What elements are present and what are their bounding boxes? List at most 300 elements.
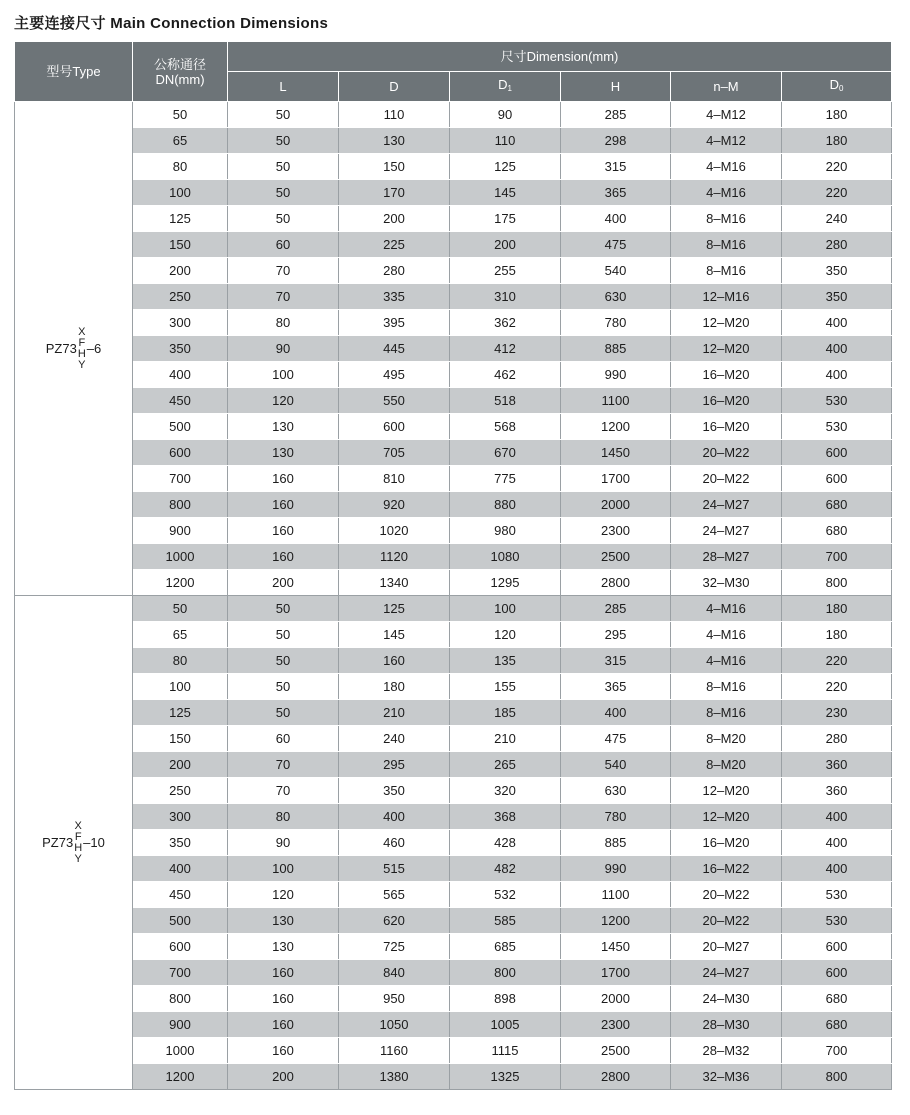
cell-dn: 900 — [133, 518, 228, 544]
cell-l: 80 — [228, 804, 339, 830]
cell-h: 885 — [561, 336, 671, 362]
table-row — [15, 960, 892, 986]
cell-h: 315 — [561, 154, 671, 180]
cell-dn: 800 — [133, 492, 228, 518]
cell-l: 50 — [228, 154, 339, 180]
cell-h: 1100 — [561, 388, 671, 414]
cell-n-m: 4–M16 — [671, 596, 782, 622]
cell-dn: 700 — [133, 960, 228, 986]
table-row — [15, 362, 892, 388]
cell-l: 70 — [228, 752, 339, 778]
table-row — [15, 726, 892, 752]
cell-h: 2300 — [561, 1012, 671, 1038]
cell-n-m: 24–M27 — [671, 518, 782, 544]
cell-h: 1200 — [561, 908, 671, 934]
cell-l: 200 — [228, 1064, 339, 1090]
cell-d0: 600 — [782, 466, 892, 492]
cell-l: 160 — [228, 1012, 339, 1038]
type-cell — [15, 102, 133, 596]
cell-d1: 175 — [450, 206, 561, 232]
cell-h: 285 — [561, 102, 671, 128]
cell-dn: 350 — [133, 830, 228, 856]
cell-d1: 255 — [450, 258, 561, 284]
type-letter: Y — [74, 852, 82, 865]
cell-dn: 125 — [133, 206, 228, 232]
cell-n-m: 12–M20 — [671, 310, 782, 336]
table-row — [15, 596, 892, 622]
cell-n-m: 4–M12 — [671, 102, 782, 128]
cell-h: 2000 — [561, 986, 671, 1012]
header-col-d1-sub: 1 — [507, 84, 512, 93]
cell-d: 240 — [339, 726, 450, 752]
cell-d: 335 — [339, 284, 450, 310]
cell-n-m: 8–M20 — [671, 752, 782, 778]
cell-dn: 1000 — [133, 544, 228, 570]
cell-l: 60 — [228, 726, 339, 752]
cell-h: 365 — [561, 674, 671, 700]
table-row — [15, 778, 892, 804]
cell-l: 130 — [228, 440, 339, 466]
cell-n-m: 28–M30 — [671, 1012, 782, 1038]
cell-dn: 250 — [133, 284, 228, 310]
cell-l: 200 — [228, 570, 339, 596]
type-cell — [15, 596, 133, 1090]
cell-d: 445 — [339, 336, 450, 362]
cell-l: 50 — [228, 206, 339, 232]
cell-n-m: 32–M30 — [671, 570, 782, 596]
cell-d0: 530 — [782, 882, 892, 908]
table-row — [15, 258, 892, 284]
cell-d: 920 — [339, 492, 450, 518]
cell-l: 50 — [228, 700, 339, 726]
cell-h: 1700 — [561, 466, 671, 492]
cell-d1: 155 — [450, 674, 561, 700]
cell-dn: 100 — [133, 180, 228, 206]
cell-d1: 462 — [450, 362, 561, 388]
header-col-l: L — [228, 72, 339, 102]
table-row — [15, 284, 892, 310]
cell-d0: 530 — [782, 388, 892, 414]
cell-d: 495 — [339, 362, 450, 388]
cell-n-m: 4–M16 — [671, 648, 782, 674]
table-row — [15, 518, 892, 544]
cell-d1: 1005 — [450, 1012, 561, 1038]
cell-l: 160 — [228, 544, 339, 570]
cell-n-m: 28–M32 — [671, 1038, 782, 1064]
cell-l: 50 — [228, 102, 339, 128]
cell-d0: 350 — [782, 284, 892, 310]
cell-dn: 150 — [133, 726, 228, 752]
cell-h: 630 — [561, 284, 671, 310]
cell-d1: 145 — [450, 180, 561, 206]
cell-d: 1340 — [339, 570, 450, 596]
cell-d: 350 — [339, 778, 450, 804]
table-row — [15, 232, 892, 258]
cell-d: 110 — [339, 102, 450, 128]
header-dn-line1: 公称通径 — [153, 56, 206, 72]
cell-dn: 1200 — [133, 570, 228, 596]
table-row — [15, 856, 892, 882]
table-row — [15, 648, 892, 674]
cell-dn: 100 — [133, 674, 228, 700]
cell-h: 1450 — [561, 934, 671, 960]
cell-dn: 400 — [133, 856, 228, 882]
cell-d0: 280 — [782, 726, 892, 752]
cell-d: 705 — [339, 440, 450, 466]
cell-n-m: 20–M27 — [671, 934, 782, 960]
cell-l: 70 — [228, 778, 339, 804]
cell-d0: 230 — [782, 700, 892, 726]
cell-n-m: 12–M20 — [671, 336, 782, 362]
table-row — [15, 310, 892, 336]
cell-dn: 350 — [133, 336, 228, 362]
cell-d0: 680 — [782, 1012, 892, 1038]
cell-d0: 180 — [782, 596, 892, 622]
table-row — [15, 466, 892, 492]
header-col-d0-base: D — [829, 77, 839, 92]
table-row — [15, 622, 892, 648]
table-row — [15, 128, 892, 154]
cell-n-m: 8–M16 — [671, 206, 782, 232]
cell-l: 50 — [228, 622, 339, 648]
cell-n-m: 16–M20 — [671, 388, 782, 414]
cell-d: 210 — [339, 700, 450, 726]
cell-d1: 880 — [450, 492, 561, 518]
cell-h: 2500 — [561, 544, 671, 570]
cell-d: 150 — [339, 154, 450, 180]
cell-l: 130 — [228, 934, 339, 960]
cell-n-m: 12–M20 — [671, 778, 782, 804]
table-row — [15, 830, 892, 856]
cell-n-m: 12–M16 — [671, 284, 782, 310]
cell-dn: 250 — [133, 778, 228, 804]
cell-d: 170 — [339, 180, 450, 206]
cell-d1: 110 — [450, 128, 561, 154]
cell-d: 810 — [339, 466, 450, 492]
cell-n-m: 12–M20 — [671, 804, 782, 830]
cell-d: 725 — [339, 934, 450, 960]
cell-d: 620 — [339, 908, 450, 934]
cell-h: 298 — [561, 128, 671, 154]
cell-n-m: 8–M16 — [671, 232, 782, 258]
cell-l: 160 — [228, 492, 339, 518]
cell-dn: 50 — [133, 596, 228, 622]
cell-d: 200 — [339, 206, 450, 232]
cell-h: 2500 — [561, 1038, 671, 1064]
cell-l: 60 — [228, 232, 339, 258]
cell-d1: 980 — [450, 518, 561, 544]
cell-d1: 125 — [450, 154, 561, 180]
cell-d: 1160 — [339, 1038, 450, 1064]
cell-l: 50 — [228, 648, 339, 674]
cell-n-m: 16–M20 — [671, 362, 782, 388]
cell-n-m: 20–M22 — [671, 908, 782, 934]
cell-h: 2000 — [561, 492, 671, 518]
cell-n-m: 8–M16 — [671, 674, 782, 700]
cell-l: 70 — [228, 258, 339, 284]
cell-d0: 400 — [782, 856, 892, 882]
table-row — [15, 414, 892, 440]
cell-dn: 700 — [133, 466, 228, 492]
cell-d0: 280 — [782, 232, 892, 258]
table-row — [15, 206, 892, 232]
table-row — [15, 674, 892, 700]
cell-dn: 125 — [133, 700, 228, 726]
cell-h: 780 — [561, 310, 671, 336]
cell-d0: 600 — [782, 960, 892, 986]
cell-n-m: 24–M27 — [671, 960, 782, 986]
cell-dn: 450 — [133, 388, 228, 414]
cell-d0: 180 — [782, 622, 892, 648]
cell-d0: 700 — [782, 1038, 892, 1064]
cell-d0: 360 — [782, 778, 892, 804]
type-suffix: –10 — [83, 835, 105, 850]
cell-d: 1050 — [339, 1012, 450, 1038]
cell-n-m: 8–M16 — [671, 258, 782, 284]
cell-h: 885 — [561, 830, 671, 856]
cell-n-m: 28–M27 — [671, 544, 782, 570]
table-row — [15, 336, 892, 362]
cell-d1: 1295 — [450, 570, 561, 596]
cell-l: 120 — [228, 882, 339, 908]
table-row — [15, 492, 892, 518]
cell-n-m: 16–M20 — [671, 414, 782, 440]
cell-d0: 530 — [782, 414, 892, 440]
cell-h: 1450 — [561, 440, 671, 466]
cell-h: 630 — [561, 778, 671, 804]
cell-l: 130 — [228, 414, 339, 440]
header-col-d1 — [450, 72, 561, 102]
cell-l: 120 — [228, 388, 339, 414]
header-col-h: H — [561, 72, 671, 102]
table-row — [15, 700, 892, 726]
cell-d0: 680 — [782, 986, 892, 1012]
cell-d1: 368 — [450, 804, 561, 830]
cell-d: 130 — [339, 128, 450, 154]
cell-d0: 400 — [782, 362, 892, 388]
cell-d: 1020 — [339, 518, 450, 544]
table-row — [15, 934, 892, 960]
cell-d: 395 — [339, 310, 450, 336]
table-row — [15, 388, 892, 414]
cell-n-m: 20–M22 — [671, 440, 782, 466]
cell-h: 315 — [561, 648, 671, 674]
cell-l: 160 — [228, 518, 339, 544]
type-label — [42, 821, 105, 865]
cell-d1: 482 — [450, 856, 561, 882]
cell-h: 780 — [561, 804, 671, 830]
cell-d: 295 — [339, 752, 450, 778]
cell-dn: 300 — [133, 804, 228, 830]
cell-d: 515 — [339, 856, 450, 882]
cell-d0: 680 — [782, 492, 892, 518]
cell-d: 460 — [339, 830, 450, 856]
table-row — [15, 1038, 892, 1064]
header-dn — [133, 42, 228, 102]
cell-dn: 1200 — [133, 1064, 228, 1090]
cell-h: 540 — [561, 258, 671, 284]
table-row — [15, 1064, 892, 1090]
cell-d0: 220 — [782, 674, 892, 700]
type-prefix: PZ73 — [45, 341, 77, 356]
cell-n-m: 4–M12 — [671, 128, 782, 154]
cell-l: 160 — [228, 986, 339, 1012]
header-col-d0-sub: 0 — [838, 84, 844, 93]
cell-d1: 310 — [450, 284, 561, 310]
cell-dn: 300 — [133, 310, 228, 336]
cell-dn: 500 — [133, 414, 228, 440]
cell-d1: 1080 — [450, 544, 561, 570]
cell-h: 990 — [561, 856, 671, 882]
cell-d0: 400 — [782, 804, 892, 830]
table-body — [15, 102, 892, 1090]
cell-d1: 320 — [450, 778, 561, 804]
cell-dn: 65 — [133, 622, 228, 648]
cell-n-m: 16–M20 — [671, 830, 782, 856]
cell-d1: 265 — [450, 752, 561, 778]
type-suffix: –6 — [86, 341, 102, 356]
cell-n-m: 24–M30 — [671, 986, 782, 1012]
cell-d: 1380 — [339, 1064, 450, 1090]
type-label — [46, 327, 102, 371]
dimensions-table — [14, 41, 892, 1090]
cell-d0: 360 — [782, 752, 892, 778]
cell-d: 400 — [339, 804, 450, 830]
table-row — [15, 986, 892, 1012]
cell-h: 2300 — [561, 518, 671, 544]
cell-d0: 180 — [782, 128, 892, 154]
cell-l: 160 — [228, 466, 339, 492]
header-type: 型号Type — [15, 42, 133, 102]
cell-d0: 400 — [782, 310, 892, 336]
cell-d1: 120 — [450, 622, 561, 648]
header-col-d1-base: D — [498, 77, 508, 92]
cell-l: 90 — [228, 830, 339, 856]
header-dn-line2: DN(mm) — [155, 71, 205, 87]
cell-h: 365 — [561, 180, 671, 206]
type-prefix: PZ73 — [42, 835, 74, 850]
type-letter: H — [77, 347, 86, 360]
header-col-d: D — [339, 72, 450, 102]
cell-d0: 220 — [782, 648, 892, 674]
cell-d1: 135 — [450, 648, 561, 674]
cell-d1: 585 — [450, 908, 561, 934]
cell-h: 540 — [561, 752, 671, 778]
cell-dn: 600 — [133, 934, 228, 960]
cell-d1: 100 — [450, 596, 561, 622]
table-row — [15, 570, 892, 596]
cell-dn: 500 — [133, 908, 228, 934]
cell-d0: 800 — [782, 570, 892, 596]
cell-h: 475 — [561, 232, 671, 258]
cell-dn: 80 — [133, 154, 228, 180]
cell-d1: 90 — [450, 102, 561, 128]
cell-d: 180 — [339, 674, 450, 700]
cell-h: 400 — [561, 700, 671, 726]
cell-dn: 200 — [133, 258, 228, 284]
table-row — [15, 544, 892, 570]
header-dimension: 尺寸Dimension(mm) — [228, 42, 892, 72]
cell-d1: 898 — [450, 986, 561, 1012]
cell-d: 550 — [339, 388, 450, 414]
cell-d0: 220 — [782, 180, 892, 206]
cell-d1: 532 — [450, 882, 561, 908]
cell-l: 160 — [228, 1038, 339, 1064]
cell-d0: 240 — [782, 206, 892, 232]
cell-l: 100 — [228, 362, 339, 388]
cell-h: 295 — [561, 622, 671, 648]
page-title: 主要连接尺寸 Main Connection Dimensions — [14, 15, 329, 32]
cell-dn: 450 — [133, 882, 228, 908]
cell-d1: 210 — [450, 726, 561, 752]
cell-d0: 350 — [782, 258, 892, 284]
cell-d0: 400 — [782, 336, 892, 362]
cell-d1: 412 — [450, 336, 561, 362]
cell-d0: 220 — [782, 154, 892, 180]
cell-l: 80 — [228, 310, 339, 336]
cell-d: 225 — [339, 232, 450, 258]
table-row — [15, 180, 892, 206]
cell-l: 50 — [228, 180, 339, 206]
table-row — [15, 1012, 892, 1038]
cell-l: 90 — [228, 336, 339, 362]
cell-d0: 400 — [782, 830, 892, 856]
type-letter: F — [78, 336, 86, 349]
cell-d1: 185 — [450, 700, 561, 726]
cell-d: 280 — [339, 258, 450, 284]
cell-d: 950 — [339, 986, 450, 1012]
cell-d1: 1115 — [450, 1038, 561, 1064]
cell-dn: 50 — [133, 102, 228, 128]
cell-l: 100 — [228, 856, 339, 882]
cell-n-m: 20–M22 — [671, 466, 782, 492]
header-col-nm: n–M — [671, 72, 782, 102]
type-letter: X — [78, 325, 86, 338]
cell-h: 2800 — [561, 1064, 671, 1090]
cell-d0: 180 — [782, 102, 892, 128]
cell-h: 1200 — [561, 414, 671, 440]
cell-dn: 400 — [133, 362, 228, 388]
cell-n-m: 4–M16 — [671, 180, 782, 206]
cell-n-m: 20–M22 — [671, 882, 782, 908]
cell-d1: 428 — [450, 830, 561, 856]
cell-d: 145 — [339, 622, 450, 648]
cell-h: 990 — [561, 362, 671, 388]
cell-dn: 200 — [133, 752, 228, 778]
header-col-d0 — [782, 72, 892, 102]
cell-d: 600 — [339, 414, 450, 440]
cell-l: 70 — [228, 284, 339, 310]
cell-d1: 200 — [450, 232, 561, 258]
cell-h: 475 — [561, 726, 671, 752]
cell-l: 50 — [228, 128, 339, 154]
cell-d: 125 — [339, 596, 450, 622]
cell-dn: 800 — [133, 986, 228, 1012]
cell-dn: 600 — [133, 440, 228, 466]
cell-h: 400 — [561, 206, 671, 232]
type-letter: H — [74, 841, 83, 854]
cell-d1: 775 — [450, 466, 561, 492]
table-row — [15, 908, 892, 934]
cell-n-m: 8–M20 — [671, 726, 782, 752]
cell-d: 840 — [339, 960, 450, 986]
cell-dn: 150 — [133, 232, 228, 258]
table-row — [15, 752, 892, 778]
cell-d: 565 — [339, 882, 450, 908]
cell-dn: 900 — [133, 1012, 228, 1038]
type-letter: Y — [78, 358, 86, 371]
cell-dn: 65 — [133, 128, 228, 154]
